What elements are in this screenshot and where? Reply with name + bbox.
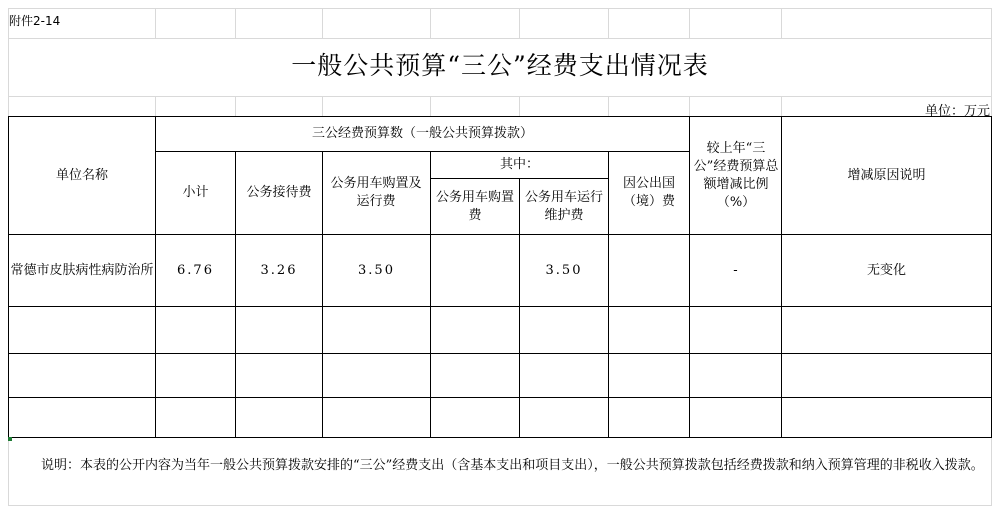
gridline (608, 8, 609, 39)
cell-vehicle-maintenance: 3.50 (545, 262, 583, 278)
cell-marker (8, 437, 12, 441)
header-reason: 增减原因说明 (847, 167, 926, 183)
header-reception: 公务接待费 (246, 185, 312, 200)
gridline (235, 96, 236, 116)
unit-label: 单位：万元 (924, 104, 990, 119)
cell-vehicle-purchase (431, 235, 519, 306)
cell-subtotal: 6.76 (177, 262, 214, 278)
header-abroad: 因公出国（境）费 (622, 176, 675, 209)
header-vehicle-maintenance: 公务用车运行维护费 (524, 189, 603, 223)
header-change-ratio: 较上年“三公”经费预算总额增减比例（%） (693, 140, 779, 210)
gridline (430, 96, 431, 116)
cell-vehicle-purchase-operation: 3.50 (358, 262, 395, 278)
gridline (519, 96, 520, 116)
gridline (689, 8, 690, 39)
header-vehicle-purchase: 公务用车购置费 (435, 189, 514, 223)
gridline (689, 96, 690, 116)
cell-unit-name: 常德市皮肤病性病防治所 (10, 262, 154, 278)
header-subtotal: 小计 (182, 185, 209, 200)
gridline (991, 438, 992, 506)
cell-change-ratio: - (733, 262, 738, 278)
page-title: 一般公共预算“三公”经费支出情况表 (291, 51, 709, 80)
cell-reception: 3.26 (260, 262, 298, 278)
header-vehicle-purchase-operation: 公务用车购置及运行费 (330, 176, 422, 209)
cell-abroad (609, 235, 689, 306)
cell-reason: 无变化 (866, 262, 906, 278)
gridline (322, 96, 323, 116)
gridline (430, 8, 431, 39)
header-sangong-group: 三公经费预算数（一般公共预算拨款） (311, 126, 533, 141)
gridline (781, 96, 782, 116)
header-among: 其中： (499, 157, 539, 172)
gridline (235, 8, 236, 39)
attachment-label: 附件2-14 (9, 14, 61, 28)
gridline (519, 8, 520, 39)
table-border (519, 178, 520, 438)
gridline (781, 8, 782, 39)
header-unit-name: 单位名称 (55, 167, 108, 183)
gridline (155, 8, 156, 39)
gridline (155, 96, 156, 116)
gridline (608, 96, 609, 116)
footnote: 说明：本表的公开内容为当年一般公共预算拨款安排的“三公”经费支出（含基本支出和项目支出），一般公共预算拨款包括经费拨款和纳入预算管理的非税收入拨款。 (41, 458, 984, 473)
gridline (8, 505, 992, 506)
gridline (322, 8, 323, 39)
table-border (991, 116, 992, 438)
